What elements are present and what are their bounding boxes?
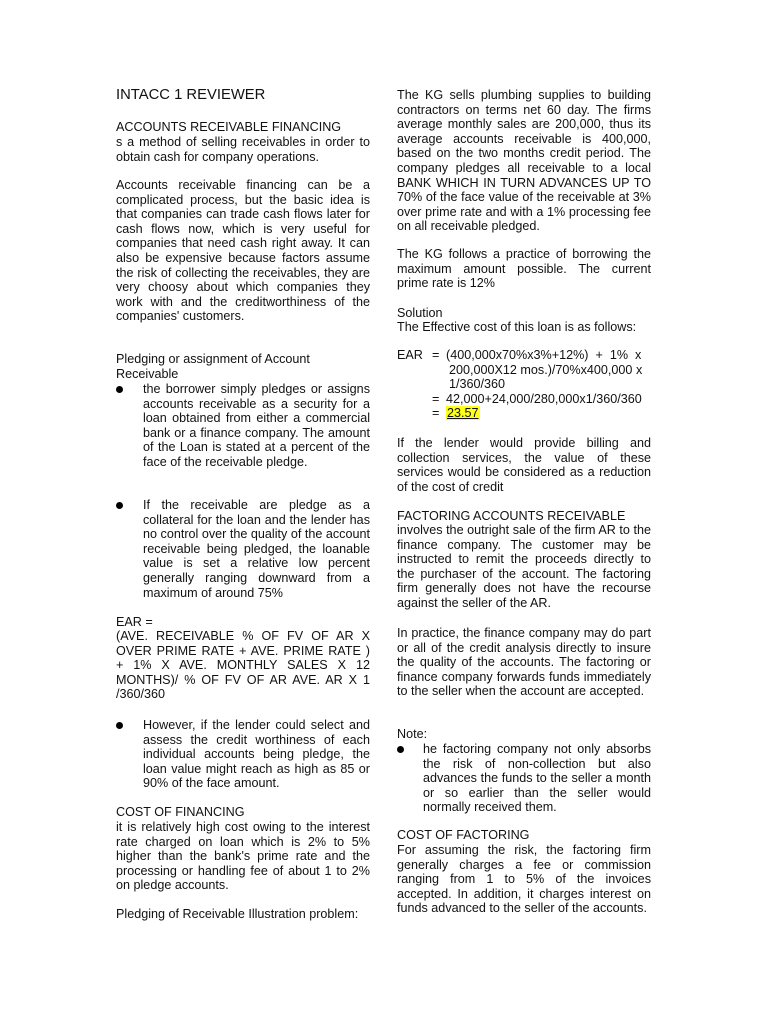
equals-sign: = bbox=[432, 406, 440, 421]
bullet-pledge-collateral bbox=[116, 498, 370, 600]
document-title: INTACC 1 REVIEWER bbox=[116, 87, 266, 103]
arf-heading: ACCOUNTS RECEIVABLE FINANCING bbox=[116, 120, 342, 134]
bullet-lender-select bbox=[116, 718, 370, 791]
ear-formula-line-3: 1/360/360 bbox=[449, 377, 506, 392]
arf-paragraph: Accounts receivable financing can be a complicated process, but the basic idea is that companies can trade cash flows later for cash flows now, which is very useful for companies that need cash right away. It can also be expensive because factors assume the risk of collecting the receivables, they are very choosy about which companies they work with and the creditworthiness of the companies' customers. bbox=[116, 178, 370, 324]
note-bullet bbox=[397, 742, 651, 815]
ear-formula-line-1: (400,000x70%x3%+12%) + 1% x bbox=[446, 348, 642, 362]
bullet-text: However, if the lender could select and assess the credit worthiness of each individual accounts being pledge, the loan value might reach as high as 85 or 90% of the face amount. bbox=[143, 718, 370, 791]
bullet-text: If the receivable are pledge as a collateral for the loan and the lender has no control over the quality of the account receivable being pledged, the loanable value is set a relative low percent generally ranging downward from a maximum of around 75% bbox=[143, 498, 370, 600]
ear-row-2 bbox=[397, 363, 651, 378]
pledging-heading: Pledging or assignment of Account Receivable bbox=[116, 352, 310, 381]
bullet-pledge-security bbox=[116, 382, 370, 470]
ear-formula-line-2: 200,000X12 mos.)/70%x400,000 x bbox=[449, 362, 643, 377]
ear-row-1 bbox=[397, 348, 651, 363]
note-bullet-text: he factoring company not only absorbs the risk of non-collection but also advances the funds to the seller a month or so earlier than the seller would normally received them. bbox=[423, 742, 651, 815]
cost-factoring-paragraph: For assuming the risk, the factoring firm generally charges a fee or commission ranging from 1 to 5% of the invoices accepted. In addition, it charges interest on funds advanced to the seller of the accounts. bbox=[397, 843, 651, 916]
factoring-paragraph: involves the outright sale of the firm AR to the finance company. The customer may be instructed to remit the proceeds directly to the purchaser of the account. The factoring firm generally does not have the recourse against the seller of the AR. bbox=[397, 523, 651, 610]
kg-practice-paragraph: The KG follows a practice of borrowing the maximum amount possible. The current prime rate is 12% bbox=[397, 247, 651, 291]
ear-result-highlight: 23.57 bbox=[447, 406, 479, 421]
ear-row-5 bbox=[397, 406, 651, 421]
ear-row-3 bbox=[397, 377, 651, 392]
factoring-heading: FACTORING ACCOUNTS RECEIVABLE bbox=[397, 509, 626, 523]
bullet-dot-icon bbox=[116, 502, 123, 509]
ear-label: EAR = bbox=[116, 615, 153, 629]
bullet-dot-icon bbox=[116, 722, 123, 729]
solution-heading: Solution bbox=[397, 306, 443, 320]
ear-computation bbox=[397, 348, 651, 421]
equals-sign: = bbox=[432, 391, 440, 406]
practice-paragraph: In practice, the finance company may do part or all of the credit analysis directly to insure the quality of the accounts. The factoring or finance company forwards funds immediately to the seller when the account are accepted. bbox=[397, 626, 651, 699]
ear-formula: (AVE. RECEIVABLE % OF FV OF AR X OVER PRIME RATE + AVE. PRIME RATE ) + 1% X AVE. MONTHLY SALES X 12 MONTHS)/ % OF FV OF AR AVE. AR X 1 /360/360 bbox=[116, 629, 370, 702]
lender-services-paragraph: If the lender would provide billing and collection services, the value of these services would be considered as a reduction of the cost of credit bbox=[397, 436, 651, 494]
cost-financing-paragraph: it is relatively high cost owing to the interest rate charged on loan which is 2% to 5% higher than the bank's prime rate and the processing or handling fee of about 1 to 2% on pledge accounts. bbox=[116, 820, 370, 893]
bullet-dot-icon bbox=[116, 386, 123, 393]
bullet-dot-icon bbox=[397, 746, 404, 753]
bullet-text: the borrower simply pledges or assigns accounts receivable as a security for a loan obtained from either a commercial bank or a finance company. The amount of the Loan is stated at a percent of the face of the receivable pledge. bbox=[143, 382, 370, 469]
ear-row-4 bbox=[397, 392, 651, 407]
equals-sign: = bbox=[432, 348, 440, 362]
cost-factoring-heading: COST OF FACTORING bbox=[397, 828, 530, 842]
arf-definition: s a method of selling receivables in order to obtain cash for company operations. bbox=[116, 135, 370, 164]
ear-result-wrapper bbox=[446, 406, 651, 421]
cost-financing-heading: COST OF FINANCING bbox=[116, 805, 245, 819]
ear-formula-line-4: 42,000+24,000/280,000x1/360/360 bbox=[446, 391, 642, 406]
kg-problem-paragraph: The KG sells plumbing supplies to building contractors on terms net 60 day. The firms average monthly sales are 200,000, thus its average accounts receivable is 400,000, based on the two months credit period. The company pledges all receivable to a local BANK WHICH IN TURN ADVANCES UP TO 70% of the face value of the receivable at 3% over prime rate and with a 1% processing fee on all receivable pledged. bbox=[397, 88, 651, 234]
illustration-problem-heading: Pledging of Receivable Illustration problem: bbox=[116, 907, 359, 921]
note-heading: Note: bbox=[397, 727, 428, 741]
effective-cost-line: The Effective cost of this loan is as follows: bbox=[397, 320, 637, 334]
ear-label: EAR bbox=[397, 348, 423, 362]
